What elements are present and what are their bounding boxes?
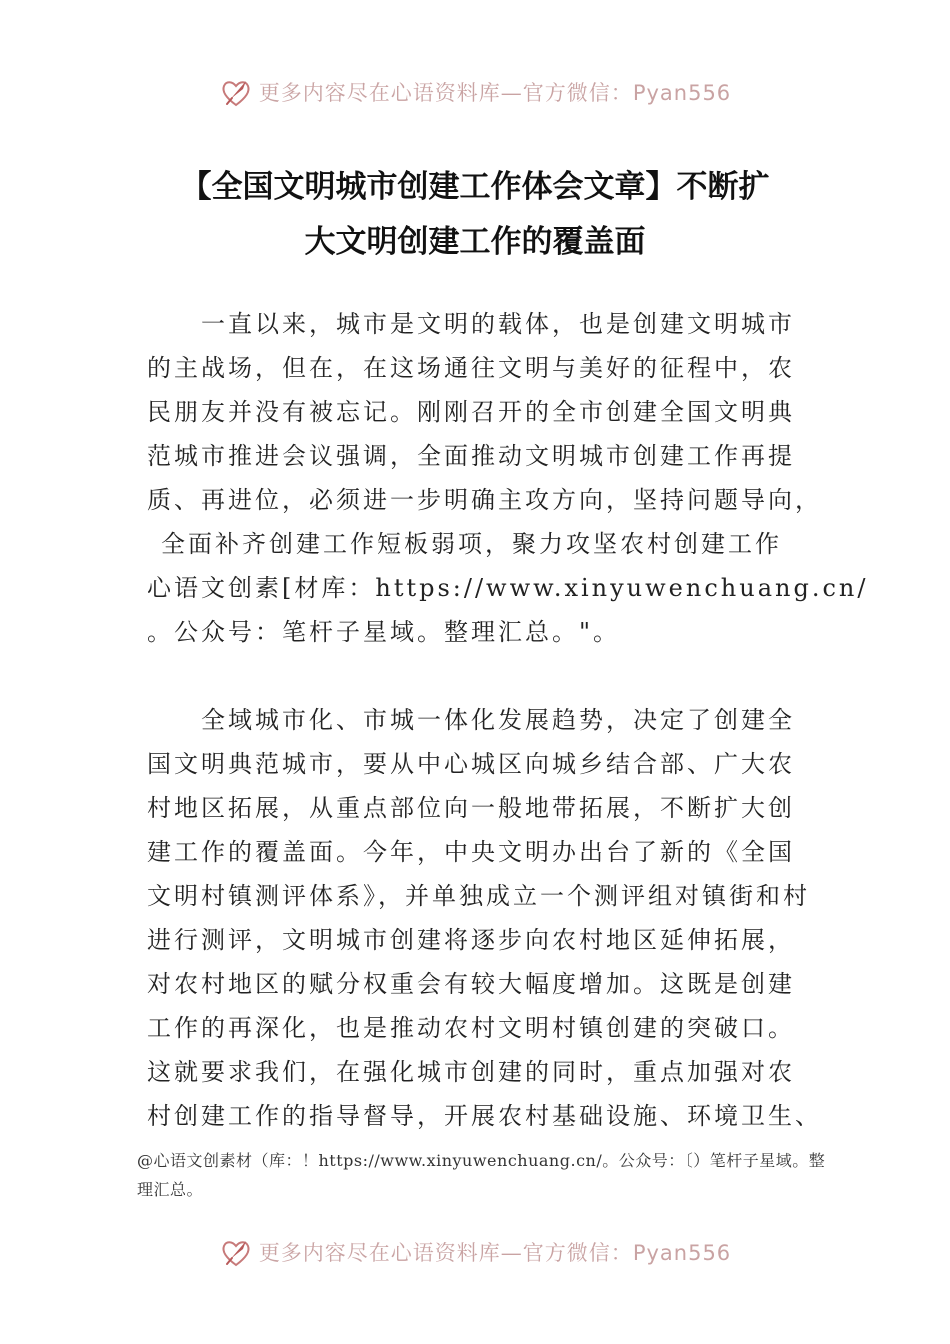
- banner-text: [259, 1237, 731, 1267]
- paragraph-line: 民朋友并没有被忘记。刚刚召开的全市创建全国文明典: [147, 398, 795, 426]
- paragraph-line: 一直以来，城市是文明的载体，也是创建文明城市: [201, 310, 795, 338]
- header-banner: [0, 72, 950, 112]
- paragraph-line: 对农村地区的赋分权重会有较大幅度增加。这既是创建: [147, 970, 795, 998]
- banner-wechat-id: Pyan556: [632, 81, 732, 105]
- footer-banner: [0, 1232, 950, 1272]
- paragraph-1: [147, 302, 869, 654]
- paragraph-line: 文明村镇测评体系》，并单独成立一个测评组对镇街和村: [147, 882, 810, 910]
- paragraph-line: 。公众号：笔杆子星域。整理汇总。"。: [147, 618, 621, 646]
- banner-slogan: 更多内容尽在心语资料库—官方微信：: [258, 81, 633, 105]
- paragraph-line: 的主战场，但在，在这场通往文明与美好的征程中，农: [147, 354, 795, 382]
- paragraph-line: 工作的再深化，也是推动农村文明村镇创建的突破口。: [147, 1014, 795, 1042]
- document-title: [120, 160, 830, 270]
- paragraph-line: 村创建工作的指导督导，开展农村基础设施、环境卫生、: [147, 1102, 822, 1130]
- page-footnote: [137, 1146, 837, 1204]
- banner-slogan: 更多内容尽在心语资料库—官方微信：: [258, 1241, 633, 1265]
- paragraph-line: 村地区拓展，从重点部位向一般地带拓展，不断扩大创: [147, 794, 795, 822]
- paragraph-line: 心语文创素[材库：https://www.xinyuwenchuang.cn/: [147, 574, 869, 602]
- paragraph-line: 这就要求我们，在强化城市创建的同时，重点加强对农: [147, 1058, 795, 1086]
- paragraph-line: 质、再进位，必须进一步明确主攻方向，坚持问题导向，: [147, 486, 822, 514]
- paragraph-line: 建工作的覆盖面。今年，中央文明办出台了新的《全国: [147, 838, 795, 866]
- paragraph-line: 进行测评，文明城市创建将逐步向农村地区延伸拓展，: [147, 926, 795, 954]
- paragraph-2: [147, 698, 822, 1138]
- paragraph-line: 国文明典范城市，要从中心城区向城乡结合部、广大农: [147, 750, 795, 778]
- paragraph-line: 全域城市化、市城一体化发展趋势，决定了创建全: [201, 706, 795, 734]
- banner-text: [259, 77, 731, 107]
- title-line-2: 大文明创建工作的覆盖面: [304, 224, 646, 260]
- footnote-line-2: 理汇总。: [137, 1180, 204, 1199]
- paragraph-line: 范城市推进会议强调，全面推动文明城市创建工作再提: [147, 442, 795, 470]
- paragraph-line: 全面补齐创建工作短板弱项，聚力攻坚农村创建工作: [161, 530, 782, 558]
- document-body: [147, 302, 869, 1138]
- footnote-line-1: @心语文创素材（库：！https://www.xinyuwenchuang.cn/。公众号：〔）笔杆子星域。整: [137, 1151, 826, 1170]
- banner-wechat-id: Pyan556: [632, 1241, 732, 1265]
- quill-heart-logo-icon: [219, 75, 253, 109]
- quill-heart-logo-icon: [219, 1235, 253, 1269]
- title-line-1: 【全国文明城市创建工作体会文章】不断扩: [180, 169, 770, 205]
